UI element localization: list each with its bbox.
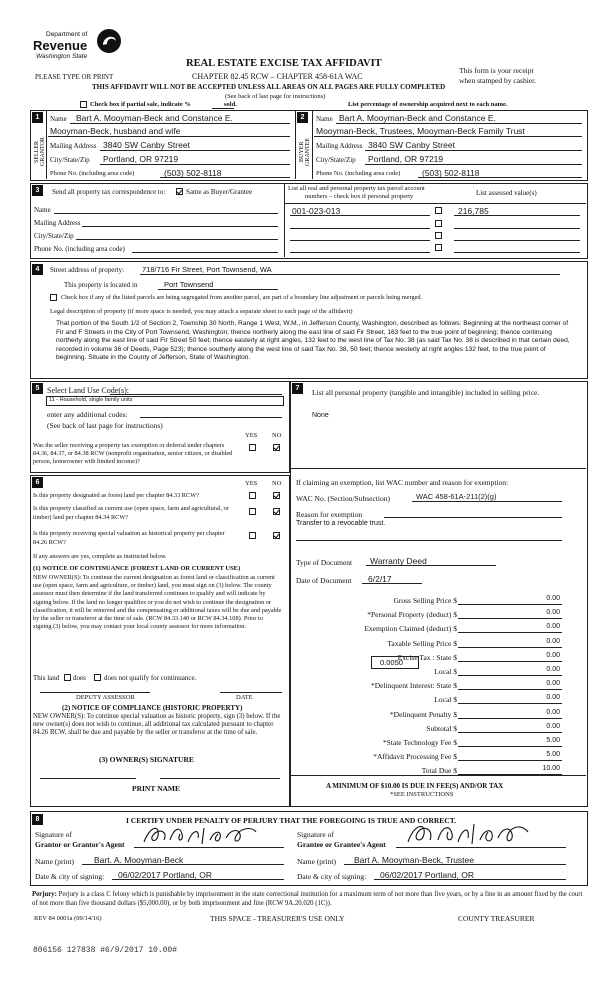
- fin-row-label: Local $: [434, 667, 457, 676]
- buyer-phone[interactable]: (503) 502-8118: [422, 168, 480, 178]
- seller-mail[interactable]: 3840 SW Canby Street: [103, 140, 190, 150]
- see-back: (See back of last page for instructions): [225, 93, 326, 100]
- logo-line2: Revenue: [33, 38, 88, 53]
- fin-row-value[interactable]: 0.00: [546, 623, 560, 631]
- name-print-label-left: Name (print): [35, 857, 74, 866]
- fin-row-value[interactable]: 0.00: [546, 680, 560, 688]
- date-city-label-left: Date & city of signing:: [35, 872, 105, 881]
- forest-question: Is this property designated as forest land per chapter 84.33 RCW?: [33, 492, 199, 499]
- seller-city[interactable]: Portland, OR 97219: [103, 154, 179, 164]
- historic-yes-checkbox[interactable]: [249, 532, 256, 539]
- fin-row-value[interactable]: 5.00: [546, 751, 560, 759]
- fin-row-label: *Personal Property (deduct) $: [367, 610, 457, 620]
- s3-mail-label: Mailing Address: [34, 219, 81, 227]
- fin-row-value[interactable]: 0.00: [546, 722, 560, 730]
- notice2-title: (2) NOTICE OF COMPLIANCE (HISTORIC PROPERTY): [62, 704, 243, 712]
- fin-row-value[interactable]: 0.00: [546, 609, 560, 617]
- additional-codes-label: enter any additional codes:: [47, 410, 128, 419]
- county-treasurer: COUNTY TREASURER: [458, 914, 535, 923]
- current-use-question: Is this property classified as current use (open space, farm and agricultural, or timber) land per chapter 84.34 RCW?: [33, 505, 229, 521]
- fin-row-label: Total Due $: [421, 766, 457, 776]
- historic-question: Is this property receiving special valuation as historical property per chapter 84.26 RCW?: [33, 530, 225, 546]
- sig-label-right-1: Signature of: [297, 830, 334, 839]
- please-type: PLEASE TYPE OR PRINT: [35, 73, 114, 81]
- personal-property-checkbox-4[interactable]: [435, 244, 442, 251]
- fin-row-value[interactable]: 0.00: [546, 651, 560, 659]
- land-use-label: Select Land Use Code(s):: [47, 386, 129, 395]
- fin-row-value[interactable]: 0.00: [546, 708, 560, 716]
- rev-number: REV 84 0001a (09/14/16): [34, 915, 102, 922]
- does-checkbox[interactable]: [64, 674, 71, 681]
- parcel-number[interactable]: 001-023-013: [292, 206, 341, 216]
- date-city-left[interactable]: 06/02/2017 Portland, OR: [118, 870, 213, 880]
- seller-grantor-label: SELLER GRANTOR: [34, 137, 46, 167]
- historic-no-checkbox[interactable]: [273, 532, 280, 539]
- list-percentage: List percentage of ownership acquired next to each name.: [348, 101, 508, 108]
- buyer-name-1[interactable]: Bart A. Mooyman-Beck and Constance E.: [339, 113, 496, 123]
- perjury-text: Perjury is a class C felony which is punishable by imprisonment in the state correctional institution for a maximum term of not more than five years, or by a fine in an amount fixed by the court of not more than five thousand dollars ($5,000.00), or by both imprisonment and fine (RCW 9A.20.020 (1C)).: [32, 891, 583, 907]
- street-label: Street address of property:: [50, 266, 125, 274]
- buyer-city-label: City/State/Zip: [316, 156, 356, 164]
- partial-sale-checkbox[interactable]: [80, 101, 87, 108]
- wac-value[interactable]: WAC 458-61A-211(2)(g): [416, 492, 497, 501]
- s3-name-label: Name: [34, 206, 51, 214]
- section-8-number: 8: [32, 814, 43, 825]
- section-1-number: 1: [32, 112, 43, 123]
- fin-row-label: Taxable Selling Price $: [387, 638, 457, 648]
- current-use-no-checkbox[interactable]: [273, 508, 280, 515]
- forest-no-checkbox[interactable]: [273, 492, 280, 499]
- logo-line1: Department of: [46, 31, 88, 38]
- buyer-mail-label: Mailing Address: [316, 142, 363, 150]
- section-4-number: 4: [32, 264, 43, 275]
- fin-row-label: *Delinquent Penalty $: [389, 709, 457, 719]
- sig-label-left-2: Grantor or Grantor's Agent: [35, 840, 125, 849]
- exemption-claim-label: If claiming an exemption, list WAC number and reason for exemption:: [296, 478, 509, 487]
- receipt-line1: This form is your receipt: [459, 66, 534, 75]
- revenue-swirl-icon: [96, 28, 122, 54]
- doc-date-label: Date of Document: [296, 576, 352, 585]
- section-5-number: 5: [32, 383, 43, 394]
- perjury-bold: Perjury:: [32, 891, 57, 898]
- current-use-yes-checkbox[interactable]: [249, 508, 256, 515]
- section-2-number: 2: [297, 112, 308, 123]
- send-correspondence-label: Send all property tax correspondence to:: [52, 188, 166, 196]
- local-rate[interactable]: 0.0050: [380, 658, 403, 667]
- fin-row-label: Excise Tax : State $: [397, 652, 457, 662]
- seller-phone[interactable]: (503) 502-8118: [164, 168, 222, 178]
- reason-label: Reason for exemption: [296, 510, 363, 519]
- form-chapter: CHAPTER 82.45 RCW – CHAPTER 458-61A WAC: [192, 72, 363, 81]
- assessed-value[interactable]: 216,785: [458, 206, 489, 216]
- date-city-label-right: Date & city of signing:: [297, 872, 367, 881]
- s3-phone-label: Phone No. (including area code): [34, 245, 125, 253]
- buyer-name-2[interactable]: Mooyman-Beck, Trustees, Mooyman-Beck Family Trust: [316, 126, 525, 136]
- assessed-header: List assessed value(s): [476, 189, 537, 197]
- date-label: DATE: [236, 694, 253, 701]
- seller-name-2[interactable]: Mooyman-Beck, husband and wife: [50, 126, 181, 136]
- revenue-logo: [30, 28, 130, 70]
- grantor-signature: [140, 820, 270, 850]
- doc-type-value[interactable]: Warranty Deed: [370, 556, 427, 566]
- notice2-text: NEW OWNER(S): To continue special valuation as historic property, sign (3) below. If the new owner(s) does not wish to continue, all additional tax calculated pursuant to chapter 84.26 RCW, shall be due and payable by the seller or transferor at the time of sale.: [33, 713, 281, 737]
- doc-date-value[interactable]: 6/2/17: [368, 574, 392, 584]
- personal-property-label: List all personal property (tangible and intangible) included in selling price.: [312, 388, 540, 397]
- seller-name-label: Name: [50, 115, 67, 123]
- legal-label: Legal description of property (if more space is needed, you may attach a separate sheet to each page of the affidavit): [50, 308, 353, 315]
- seller-city-label: City/State/Zip: [50, 156, 90, 164]
- certify-statement: I CERTIFY UNDER PENALTY OF PERJURY THAT THE FOREGOING IS TRUE AND CORRECT.: [126, 816, 457, 825]
- fin-row-label: *State Technology Fee $: [382, 738, 457, 747]
- segregated-checkbox[interactable]: [50, 294, 57, 301]
- forest-yes-checkbox[interactable]: [249, 492, 256, 499]
- s5-yes-checkbox[interactable]: [249, 444, 256, 451]
- s6-no: NO: [272, 480, 282, 487]
- land-use-code[interactable]: 11 - Household, single family units: [49, 397, 133, 403]
- located-label: This property is located in: [64, 281, 138, 289]
- fin-row-label: Exemption Claimed (deduct) $: [364, 624, 457, 634]
- notice1-text: NEW OWNER(S): To continue the current designation as forest land or classification as current use (open space, farm and agriculture, or timber) land, you must sign on (3) below. The county assessor must then determine if the land transferred continues to qualify and will indicate by signing below. If the land no longer qualifies or you do not wish to continue the designation or classification, it will be removed and the compensating or additional taxes will be due and payable by the seller or transferor at the time of sale. (RCW 84.33.140 or RCW 84.34.108). Prior to signing (3) below, you may contact your local county assessor for more information.: [33, 574, 282, 631]
- fin-row-value[interactable]: 0.00: [546, 595, 560, 602]
- s5-no-checkbox[interactable]: [273, 444, 280, 451]
- name-print-left[interactable]: Bart. A. Mooyman-Beck: [94, 855, 184, 865]
- street-value[interactable]: 718/716 Fir Street, Port Townsend, WA: [142, 265, 272, 274]
- minimum-notice: A MINIMUM OF $10.00 IS DUE IN FEE(S) AND/OR TAX: [326, 782, 504, 790]
- partial-sale-label: Check box if partial sale, indicate %: [90, 101, 191, 108]
- fin-row-value[interactable]: 0.00: [546, 666, 560, 673]
- seller-name-1[interactable]: Bart A. Mooyman-Beck and Constance E.: [76, 113, 233, 123]
- fin-row-label: Local $: [434, 695, 457, 705]
- exemption-question: Was the seller receiving a property tax exemption or deferral under chapters 84.36, 84.37, or 84.38 RCW (nonprofit organization, senior citizen, or disabled person, homeowner with limited income)?: [33, 442, 233, 465]
- wac-label: WAC No. (Section/Subsection): [296, 494, 390, 503]
- fin-row-label: Subtotal $: [426, 723, 457, 733]
- personal-property-checkbox-2[interactable]: [435, 220, 442, 227]
- doc-type-label: Type of Document: [296, 558, 353, 567]
- see-back-5: (See back of last page for instructions): [47, 421, 163, 430]
- perjury-notice: [32, 890, 584, 908]
- deputy-assessor-label: DEPUTY ASSESSOR: [76, 694, 135, 701]
- receipt-line2: when stamped by cashier.: [459, 76, 537, 85]
- personal-property-checkbox-1[interactable]: [435, 207, 442, 214]
- notice1-title: (1) NOTICE OF CONTINUANCE (FOREST LAND OR CURRENT USE): [33, 565, 241, 572]
- same-as-buyer-checkbox[interactable]: [176, 188, 183, 195]
- s5-yes: YES: [245, 432, 258, 439]
- sold-label: sold.: [224, 101, 237, 108]
- logo-line3: Washington State: [36, 53, 88, 60]
- reason-value[interactable]: Transfer to a revocable trust.: [296, 520, 386, 527]
- s5-no: NO: [272, 432, 282, 439]
- fin-row-label: Gross Selling Price $: [393, 596, 457, 605]
- if-yes-label: If any answers are yes, complete as instructed below.: [33, 553, 167, 560]
- sig-label-right-2: Grantee or Grantee's Agent: [297, 840, 386, 849]
- s3-city-label: City/State/Zip: [34, 232, 74, 240]
- name-print-right[interactable]: Bart A. Mooyman-Beck, Trustee: [354, 855, 474, 865]
- section-7-number: 7: [292, 383, 303, 394]
- parcel-header-2: numbers – check box if personal property: [305, 193, 414, 200]
- owner-signature-title: (3) OWNER(S) SIGNATURE: [99, 755, 194, 764]
- fin-row-value[interactable]: 0.00: [546, 694, 560, 702]
- buyer-grantee-label: BUYER GRANTEE: [299, 138, 311, 166]
- seller-phone-label: Phone No. (including area code): [50, 170, 135, 177]
- legal-description[interactable]: That portion of the South 1/2 of Section 2, Township 30 North, Range 1 West, W.M., in Jefferson County, Washington, described as follows: Beginning at the northeast corner of Fir and F Streets in the City of Port Townsend, Washington; thence northerly along the east line of said Fir Street, 163 feet to the true point of beginning; thence continuing northerly along the east line of said Fir Street 50 feet; thence easterly at right angles, 132 feet to the west line of Tax No. 38 (as said Tax No. 38 is described in that certain deed, recorded in volume 36 of Deeds, Page 523); thence southerly along the west line of said Tax No. 38, 50 feet; thence westerly at right angles 132 feet, to the true point of beginning. Situate in the County of Jefferson, State of Washington.: [56, 320, 570, 361]
- form-title: REAL ESTATE EXCISE TAX AFFIDAVIT: [186, 58, 382, 69]
- land-label: This land: [33, 674, 60, 682]
- fin-row-value[interactable]: 10.00: [542, 765, 560, 773]
- buyer-city[interactable]: Portland, OR 97219: [368, 154, 444, 164]
- does-not-label: does not qualify for continuance.: [104, 674, 197, 682]
- section-3-number: 3: [32, 185, 43, 196]
- print-name-label: PRINT NAME: [132, 784, 180, 793]
- fin-row-value[interactable]: 5.00: [546, 737, 560, 744]
- grantee-signature: [404, 818, 534, 850]
- receipt-stamp: 806156 127838 #6/9/2017 10.00#: [33, 946, 178, 955]
- segregated-label: Check box if any of the listed parcels are being segregated from another parcel, are part of a boundary line adjustment or parcels being merged.: [61, 294, 423, 301]
- does-not-checkbox[interactable]: [94, 674, 101, 681]
- s6-yes: YES: [245, 480, 258, 487]
- buyer-name-label: Name: [316, 115, 333, 123]
- fin-row-label: *Affidavit Processing Fee $: [373, 752, 457, 762]
- buyer-phone-label: Phone No. (including area code): [316, 170, 401, 177]
- warning: THIS AFFIDAVIT WILL NOT BE ACCEPTED UNLESS ALL AREAS ON ALL PAGES ARE FULLY COMPLETED: [92, 83, 446, 91]
- parcel-header-1: List all real and personal property tax parcel account: [288, 185, 425, 192]
- does-label: does: [73, 674, 86, 682]
- date-city-right[interactable]: 06/02/2017 Portland, OR: [380, 870, 475, 880]
- same-as-buyer-label: Same as Buyer/Grantee: [186, 188, 253, 196]
- name-print-label-right: Name (print): [297, 857, 336, 866]
- personal-property-checkbox-3[interactable]: [435, 232, 442, 239]
- fin-row-label: *Delinquent Interest: State $: [370, 681, 457, 691]
- sig-label-left-1: Signature of: [35, 830, 72, 839]
- located-value[interactable]: Port Townsend: [164, 280, 214, 289]
- treasurer-space: THIS SPACE - TREASURER'S USE ONLY: [210, 914, 345, 923]
- see-instructions: *SEE INSTRUCTIONS: [390, 791, 454, 798]
- buyer-mail[interactable]: 3840 SW Canby Street: [368, 140, 455, 150]
- personal-property-value[interactable]: None: [312, 412, 329, 419]
- seller-mail-label: Mailing Address: [50, 142, 97, 150]
- fin-row-value[interactable]: 0.00: [546, 637, 560, 645]
- section-6-number: 6: [32, 477, 43, 488]
